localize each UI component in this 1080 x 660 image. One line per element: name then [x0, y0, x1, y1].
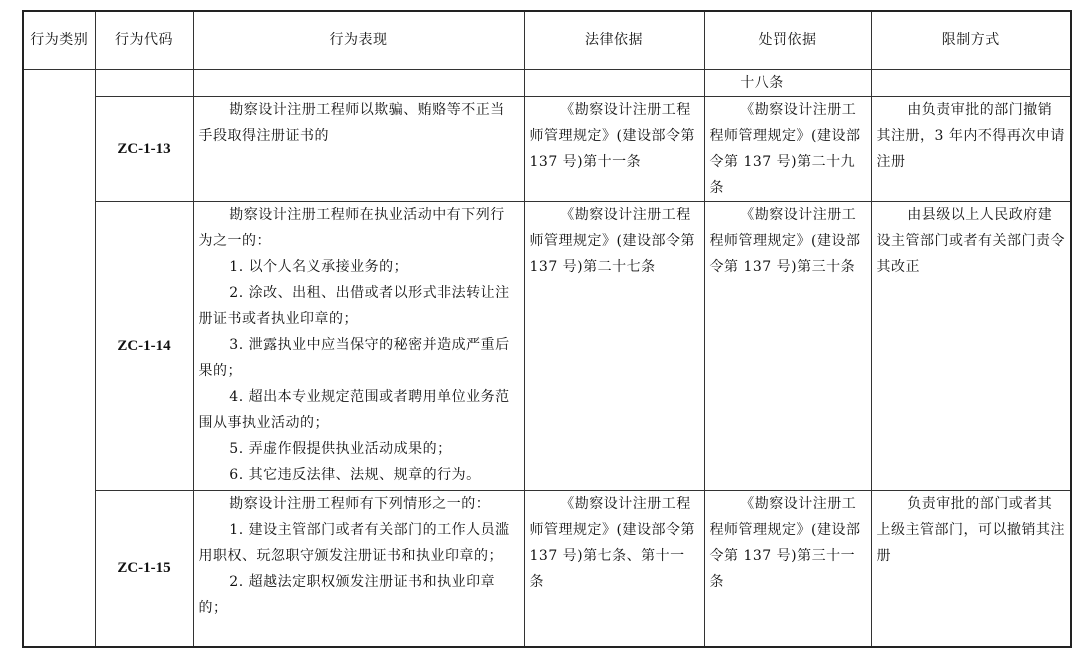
table-row — [23, 96, 1071, 201]
behavior-text: 勘察设计注册工程师有下列情形之一的： — [229, 495, 491, 512]
cell-penalty-basis — [704, 96, 871, 201]
legal-basis-text: 《勘察设计注册工程师管理规定》(建设部令第 137 号)第二十七条 — [529, 206, 695, 275]
behavior-text: 勘察设计注册工程师在执业活动中有下列行为之一的： — [198, 206, 505, 249]
cell-behavior — [193, 490, 524, 647]
restriction-text: 由负责审批的部门撤销其注册，3 年内不得再次申请注册 — [876, 101, 1065, 170]
cell-behavior — [193, 69, 524, 96]
behavior-code: ZC-1-15 — [95, 490, 193, 647]
legal-basis-text: 《勘察设计注册工程师管理规定》(建设部令第 137 号)第七条、第十一条 — [529, 495, 695, 590]
restriction-text: 负责审批的部门或者其上级主管部门，可以撤销其注册 — [876, 495, 1065, 564]
header-behavior: 行为表现 — [193, 11, 524, 69]
header-category: 行为类别 — [23, 11, 95, 69]
cell-code — [95, 69, 193, 96]
cell-restriction — [871, 69, 1071, 96]
header-code: 行为代码 — [95, 11, 193, 69]
table-row — [23, 201, 1071, 490]
behavior-code: ZC-1-13 — [95, 96, 193, 201]
penalty-basis-text: 十八条 — [740, 74, 784, 91]
cell-penalty-basis — [704, 201, 871, 490]
behavior-item: 6. 其它违反法律、法规、规章的行为。 — [229, 466, 481, 483]
legal-basis-text: 《勘察设计注册工程师管理规定》(建设部令第 137 号)第十一条 — [529, 101, 695, 170]
behavior-item: 1. 以个人名义承接业务的； — [229, 258, 409, 275]
cell-restriction — [871, 96, 1071, 201]
behavior-item: 5. 弄虚作假提供执业活动成果的； — [229, 440, 452, 457]
continued-row — [23, 69, 1071, 96]
table-row — [23, 490, 1071, 647]
cell-legal-basis — [524, 96, 704, 201]
behavior-item: 3. 泄露执业中应当保守的秘密并造成严重后果的； — [198, 336, 510, 379]
header-row — [23, 11, 1071, 69]
behavior-item: 2. 涂改、出租、出借或者以形式非法转让注册证书或者执业印章的； — [198, 284, 510, 327]
cell-restriction — [871, 201, 1071, 490]
header-legal-basis: 法律依据 — [524, 11, 704, 69]
behavior-text: 勘察设计注册工程师以欺骗、贿赂等不正当手段取得注册证书的 — [198, 101, 505, 144]
header-restriction: 限制方式 — [871, 11, 1071, 69]
header-penalty-basis: 处罚依据 — [704, 11, 871, 69]
cell-penalty-basis — [704, 490, 871, 647]
behavior-item: 1. 建设主管部门或者有关部门的工作人员滥用职权、玩忽职守颁发注册证书和执业印章的； — [198, 521, 510, 564]
behavior-item: 2. 超越法定职权颁发注册证书和执业印章的； — [198, 573, 496, 616]
category-cell — [23, 69, 95, 647]
behavior-item: 4. 超出本专业规定范围或者聘用单位业务范围从事执业活动的； — [198, 388, 510, 431]
cell-behavior — [193, 96, 524, 201]
cell-legal-basis — [524, 201, 704, 490]
penalty-basis-text: 《勘察设计注册工程师管理规定》(建设部令第 137 号)第三十一条 — [709, 495, 861, 590]
behavior-code: ZC-1-14 — [95, 201, 193, 490]
cell-penalty-basis — [704, 69, 871, 96]
restriction-text: 由县级以上人民政府建设主管部门或者有关部门责令其改正 — [876, 206, 1065, 275]
regulation-table-page — [22, 10, 1070, 648]
cell-legal-basis — [524, 490, 704, 647]
cell-behavior — [193, 201, 524, 490]
penalty-basis-text: 《勘察设计注册工程师管理规定》(建设部令第 137 号)第三十条 — [709, 206, 861, 275]
behavior-table — [22, 10, 1072, 648]
penalty-basis-text: 《勘察设计注册工程师管理规定》(建设部令第 137 号)第二十九条 — [709, 101, 861, 196]
cell-legal-basis — [524, 69, 704, 96]
cell-restriction — [871, 490, 1071, 647]
